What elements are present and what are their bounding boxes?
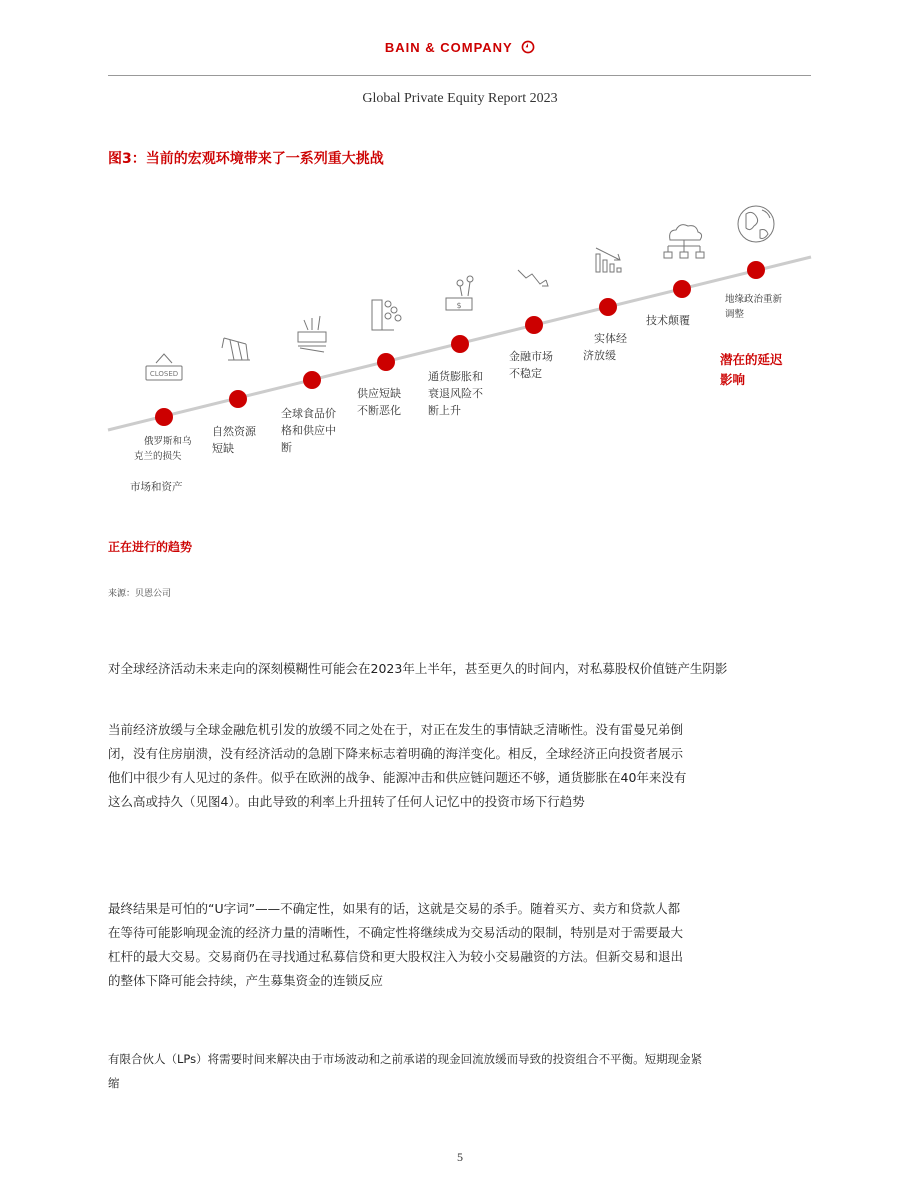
milestone-dot [155,408,173,426]
milestone-label-natural-resources [212,423,256,457]
label-line: 全球食品价 [281,407,336,420]
milestone-label-supply-shortage [357,385,401,419]
milestone-dot [599,298,617,316]
milestone-label-geopolitics [725,292,782,322]
timeline-diagram [0,180,920,520]
label-line: 克兰的损失 [134,451,182,462]
label-line: 地缘政治重新 [725,294,783,305]
inflation-icon [446,276,473,310]
cutlery-icon [298,316,326,352]
brand-logo [0,40,920,55]
oil-pump-icon [222,338,250,360]
cloud-network-icon [664,225,704,258]
report-title: Global Private Equity Report 2023 [362,91,558,106]
label-line: 实体经 [594,332,627,345]
label-line: 短缺 [212,442,234,455]
milestone-dot [303,371,321,389]
label-line: 不稳定 [509,367,542,380]
text-line: 的整体下降可能会持续，产生募集资金的连锁反应 [108,973,384,988]
economic-slowdown-icon [596,248,621,272]
label-line: 不断恶化 [357,404,401,417]
milestone-label-tech-disruption: 技术颠覆 [646,314,690,327]
milestone-label-inflation-recession [428,368,483,419]
milestone-label-food-supply [281,405,336,456]
brand-name: BAIN & COMPANY [384,40,513,55]
milestone-sublabel-markets-assets: 市场和资产 [130,481,183,493]
paragraph-3 [108,897,813,993]
label-line: 潜在的延迟 [720,352,783,367]
globe-icon [738,206,774,242]
label-line: 济放缓 [583,349,616,362]
closed-sign-icon [146,354,182,380]
milestone-dot [673,280,691,298]
figure-title: 图3：当前的宏观环境带来了一系列重大挑战 [108,151,384,167]
text-line: 在等待可能影响现金流的经济力量的清晰性，不确定性将继续成为交易活动的限制，特别是对于需要最大 [108,925,684,940]
milestone-dot [747,261,765,279]
page-number: 5 [457,1150,463,1164]
paragraph-1: 对全球经济活动未来走向的深刻模糊性可能会在2023年上半年，甚至更久的时间内，对私募股权价值链产生阴影 [108,661,728,676]
label-line: 断 [281,441,292,454]
text-line: 当前经济放缓与全球金融危机引发的放缓不同之处在于，对正在发生的事情缺乏清晰性。没有雷曼兄弟倒 [108,722,684,737]
label-line: 格和供应中 [281,424,336,437]
text-line: 杠杆的最大交易。交易商仍在寻找通过私募信贷和更大股权注入为较小交易融资的方法。但新交易和退出 [108,949,684,964]
milestone-dot [229,390,247,408]
supply-shortage-icon [372,300,401,330]
milestone-label-russia-ukraine [134,434,192,464]
label-line: 通货膨胀和 [428,370,483,383]
paragraph-2 [108,718,813,814]
milestone-label-economic-slowdown [583,330,627,364]
label-line: 影响 [720,372,746,387]
paragraph-4 [108,1047,813,1095]
label-line: 供应短缺 [357,387,401,400]
milestone-dot [377,353,395,371]
text-line: 最终结果是可怕的“U字词”——不确定性，如果有的话，这就是交易的杀手。随着买方、卖方和贷款人都 [108,901,681,916]
text-line: 缩 [108,1076,120,1090]
label-line: 衰退风险不 [428,387,483,400]
label-line: 俄罗斯和乌 [144,436,192,447]
closed-sign-text: CLOSED [149,370,179,378]
text-line: 有限合伙人（LPs）将需要时间来解决由于市场波动和之前承诺的现金回流放缓而导致的投资组合不平衡。短期现金紧 [108,1052,703,1066]
label-line: 断上升 [428,404,461,417]
market-volatility-icon [518,270,548,286]
text-line: 这么高或持久（见图4）。由此导致的利率上升扭转了任何人记忆中的投资市场下行趋势 [108,794,585,809]
milestone-dot [451,335,469,353]
header-divider [108,75,811,76]
label-line: 自然资源 [212,425,256,438]
milestone-label-financial-markets [509,348,553,382]
delayed-effects-label [720,350,783,390]
figure-source: 来源：贝恩公司 [108,589,172,599]
milestone-dot [525,316,543,334]
text-line: 他们中很少有人见过的条件。似乎在欧洲的战争、能源冲击和供应链问题还不够，通货膨胀在40年来没有 [108,770,687,785]
ongoing-trends-label: 正在进行的趋势 [108,540,193,554]
text-line: 闭，没有住房崩溃，没有经济活动的急剧下降来标志着明确的海洋变化。相反，全球经济正向投资者展示 [108,746,684,761]
bain-logo-icon [521,40,535,54]
label-line: 调整 [725,309,745,320]
label-line: 金融市场 [509,350,553,363]
svg-text:$: $ [456,301,462,310]
